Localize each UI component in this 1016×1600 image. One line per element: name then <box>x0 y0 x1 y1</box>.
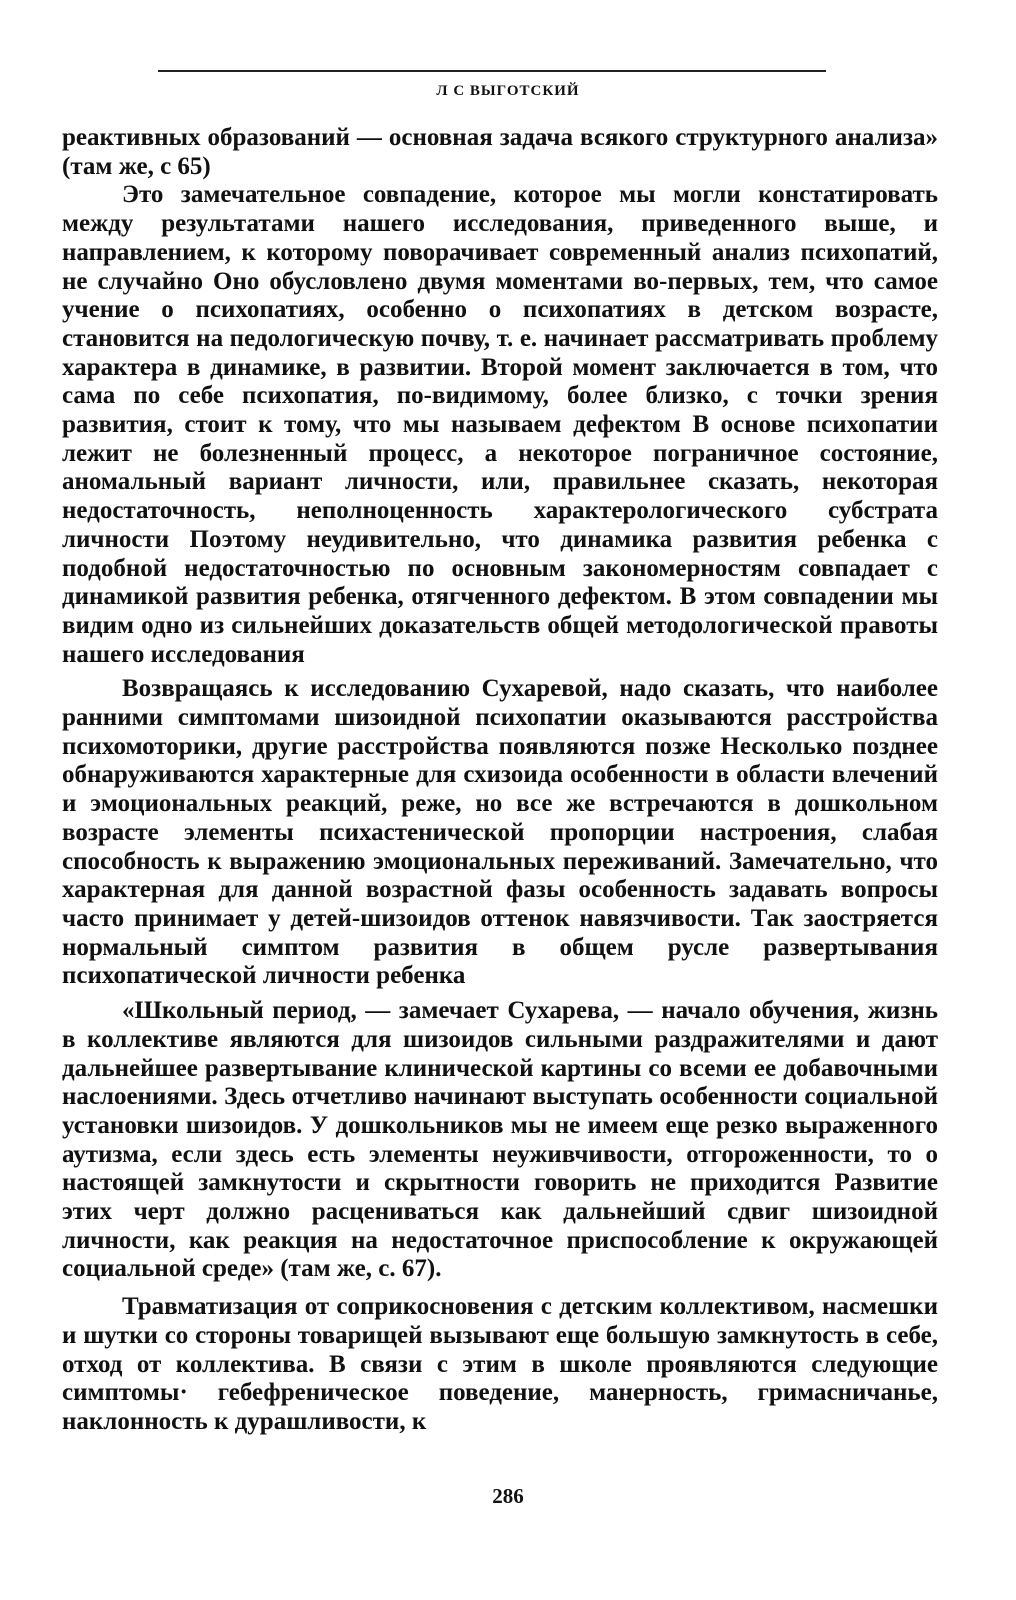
page-number: 286 <box>492 1484 524 1508</box>
paragraph: Это замечательное совпадение, которое мы могли констатировать между результатами нашего исследования, приведенного выше, и направлением, к которому поворачивает современный анализ психопатий, не случайно Оно обусловлено двумя моментами во-первых, тем, что самое учение о психопатиях, особенно о психопатиях в детском возрасте, становится на педологическую почву, т. е. начинает рассматривать проблему характера в динамике, в развитии. Второй момент заключается в том, что сама по себе психопатия, по-видимому, более близко, с точки зрения развития, стоит к тому, что мы называем дефектом В основе психопатии лежит не болезненный процесс, а некоторое пограничное состояние, аномальный вариант личности, или, правильнее сказать, некоторая недостаточность, неполноценность характерологического субстрата личности Поэтому неудивительно, что динамика развития ребенка с подобной недостаточностью по основным закономерностям совпадает с динамикой развития ребенка, отягченного дефектом. В этом совпадении мы видим одно из сильнейших доказательств общей методологической правоты нашего исследования <box>62 181 938 668</box>
paragraph: «Школьный период, — замечает Сухарева, — начало обучения, жизнь в коллективе являются для шизоидов сильными раздражителями и дают дальнейшее развертывание клинической картины со всеми ее добавочными наслоениями. Здесь отчетливо начинают выступать особенности социальной установки шизоидов. У дошкольников мы не имеем еще резко выраженного аутизма, если здесь есть элементы неуживчивости, отгороженности, то о настоящей замкнутости и скрытности говорить не приходится Развитие этих черт должно расцениваться как дальнейший сдвиг шизоидной личности, как реакция на недостаточное приспособление к окружающей социальной среде» (там же, с. 67). <box>62 997 938 1283</box>
paragraph-continued: реактивных образований — основная задача всякого структурного анализа» (там же, с 65) <box>62 124 938 180</box>
paragraph: Травматизация от соприкосновения с детским коллективом, насмешки и шутки со стороны товарищей вызывают еще большую замкнутость в себе, отход от коллектива. В связи с этим в школе проявляются следующие симптомы· гебефреническое поведение, манерность, гримасничанье, наклонность к дурашливости, к <box>62 1293 938 1435</box>
running-head: Л С ВЫГОТСКИЙ <box>436 83 580 99</box>
body-text <box>62 124 938 1437</box>
header-rule <box>158 70 826 72</box>
paragraph: Возвращаясь к исследованию Сухаревой, надо сказать, что наиболее ранними симптомами шизоидной психопатии оказываются расстройства психомоторики, другие расстройства появляются позже Несколько позднее обнаруживаются характерные для схизоида особенности в области влечений и эмоциональных реакций, реже, но все же встречаются в дошкольном возрасте элементы психастенической пропорции настроения, слабая способность к выражению эмоциональных переживаний. Замечательно, что характерная для данной возрастной фазы особенность задавать вопросы часто принимает у детей-шизоидов оттенок навязчивости. Так заостряется нормальный симптом развития в общем русле развертывания психопатической личности ребенка <box>62 675 938 990</box>
